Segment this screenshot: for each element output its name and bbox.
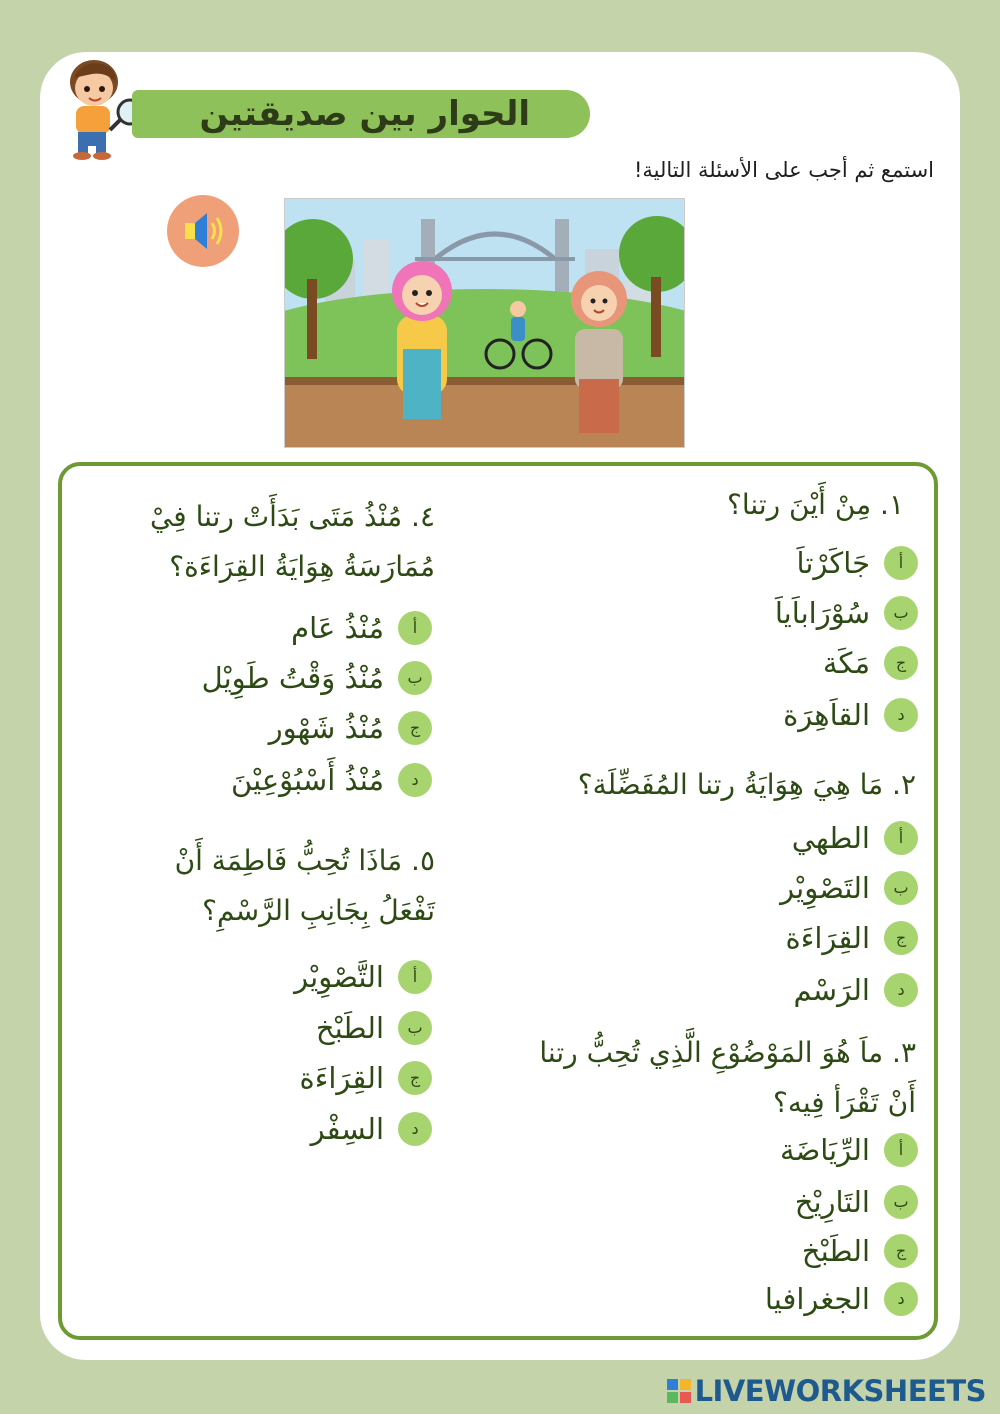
q1-option-a[interactable] bbox=[797, 543, 918, 583]
q3-option-a[interactable] bbox=[780, 1130, 918, 1170]
option-letter-badge: ب bbox=[884, 871, 918, 905]
option-letter-badge: ج bbox=[398, 1061, 432, 1095]
option-text: مَكَة bbox=[822, 646, 870, 680]
option-text: الرِّيَاضَة bbox=[780, 1133, 870, 1167]
option-text: مُنْذُ أَسْبُوْعِيْنَ bbox=[231, 763, 384, 797]
option-text: القاَهِرَة bbox=[783, 698, 870, 732]
q5-option-b[interactable] bbox=[316, 1008, 432, 1048]
option-letter-badge: ج bbox=[884, 1234, 918, 1268]
park-scene-illustration bbox=[284, 198, 685, 448]
option-text: جَاكَرْتاَ bbox=[796, 546, 870, 580]
option-letter-badge: ب bbox=[398, 661, 432, 695]
option-letter-badge: ب bbox=[884, 596, 918, 630]
q5-option-d[interactable] bbox=[311, 1109, 432, 1149]
q4-option-a[interactable] bbox=[291, 608, 432, 648]
audio-play-button[interactable] bbox=[167, 195, 239, 267]
option-text: الجغرافيا bbox=[764, 1282, 870, 1316]
option-text: الرَسْم bbox=[793, 973, 870, 1007]
brand-name: LIVEWORKSHEETS bbox=[694, 1374, 986, 1408]
question-5: ٥. مَاذَا تُحِبُّ فَاطِمَة أَنْ تَفْعَلُ بِجَانِبِ الرَّسْمِ؟ bbox=[174, 844, 435, 927]
option-text: التَارِيْخ bbox=[794, 1185, 870, 1219]
option-letter-badge: ب bbox=[398, 1011, 432, 1045]
option-text: مُنْذُ عَام bbox=[291, 611, 384, 645]
liveworksheets-logo bbox=[667, 1374, 986, 1408]
option-letter-badge: د bbox=[398, 1112, 432, 1146]
speaker-icon bbox=[167, 195, 239, 267]
option-text: السِفْر bbox=[310, 1112, 384, 1146]
q5-option-c[interactable] bbox=[300, 1058, 432, 1098]
option-text: سُوْرَاباَياَ bbox=[774, 596, 870, 630]
option-text: التَصْوِيْر bbox=[780, 871, 870, 905]
q1-option-b[interactable] bbox=[775, 593, 918, 633]
q2-option-d[interactable] bbox=[794, 970, 919, 1010]
q3-option-d[interactable] bbox=[765, 1279, 918, 1319]
option-letter-badge: أ bbox=[398, 611, 432, 645]
question-1: ١. مِنْ أَيْنَ رتنا؟ bbox=[726, 488, 904, 521]
option-letter-badge: ج bbox=[398, 711, 432, 745]
option-letter-badge: أ bbox=[884, 1133, 918, 1167]
q5-option-a[interactable] bbox=[294, 957, 432, 997]
q1-option-c[interactable] bbox=[823, 643, 918, 683]
option-text: الطَبْخ bbox=[315, 1011, 384, 1045]
q4-option-d[interactable] bbox=[231, 760, 432, 800]
option-text: القِرَاءَة bbox=[299, 1061, 384, 1095]
option-letter-badge: د bbox=[884, 698, 918, 732]
option-text: الطهي bbox=[791, 821, 870, 855]
q2-option-c[interactable] bbox=[786, 918, 918, 958]
question-3: ٣. ماَ هُوَ المَوْضُوْعِ الَّذِي تُحِبُّ رتنا أَنْ تَقْرَأ فِيه؟ bbox=[539, 1036, 916, 1119]
q4-option-c[interactable] bbox=[269, 708, 432, 748]
option-text: القِرَاءَة bbox=[785, 921, 870, 955]
option-letter-badge: د bbox=[398, 763, 432, 797]
page-title: الحوار بين صديقتين bbox=[199, 94, 530, 134]
q3-option-c[interactable] bbox=[802, 1231, 918, 1271]
q2-option-a[interactable] bbox=[792, 818, 918, 858]
option-letter-badge: أ bbox=[398, 960, 432, 994]
q1-option-d[interactable] bbox=[783, 695, 918, 735]
q3-option-b[interactable] bbox=[795, 1182, 918, 1222]
question-4: ٤. مُنْذُ مَتَى بَدَأَتْ رتنا فِيْ مُمَارَسَةُ هِوَايَةُ القِرَاءَة؟ bbox=[149, 500, 435, 583]
option-letter-badge: ج bbox=[884, 646, 918, 680]
option-letter-badge: ب bbox=[884, 1185, 918, 1219]
option-text: الطَبْخ bbox=[801, 1234, 870, 1268]
question-2: ٢. مَا هِيَ هِوَايَةُ رتنا المُفَضِّلَة؟ bbox=[577, 768, 916, 801]
option-letter-badge: أ bbox=[884, 821, 918, 855]
option-letter-badge: أ bbox=[884, 546, 918, 580]
option-text: مُنْذُ وَقْتُ طَوِيْل bbox=[201, 661, 384, 695]
q2-option-b[interactable] bbox=[780, 868, 918, 908]
instruction-text: استمع ثم أجب على الأسئلة التالية! bbox=[633, 158, 934, 182]
option-letter-badge: د bbox=[884, 1282, 918, 1316]
q4-option-b[interactable] bbox=[202, 658, 432, 698]
live-blocks-icon bbox=[667, 1379, 691, 1403]
option-letter-badge: د bbox=[884, 973, 918, 1007]
option-letter-badge: ج bbox=[884, 921, 918, 955]
option-text: مُنْذُ شَهْور bbox=[268, 711, 384, 745]
option-text: التَّصْوِيْر bbox=[294, 960, 384, 994]
